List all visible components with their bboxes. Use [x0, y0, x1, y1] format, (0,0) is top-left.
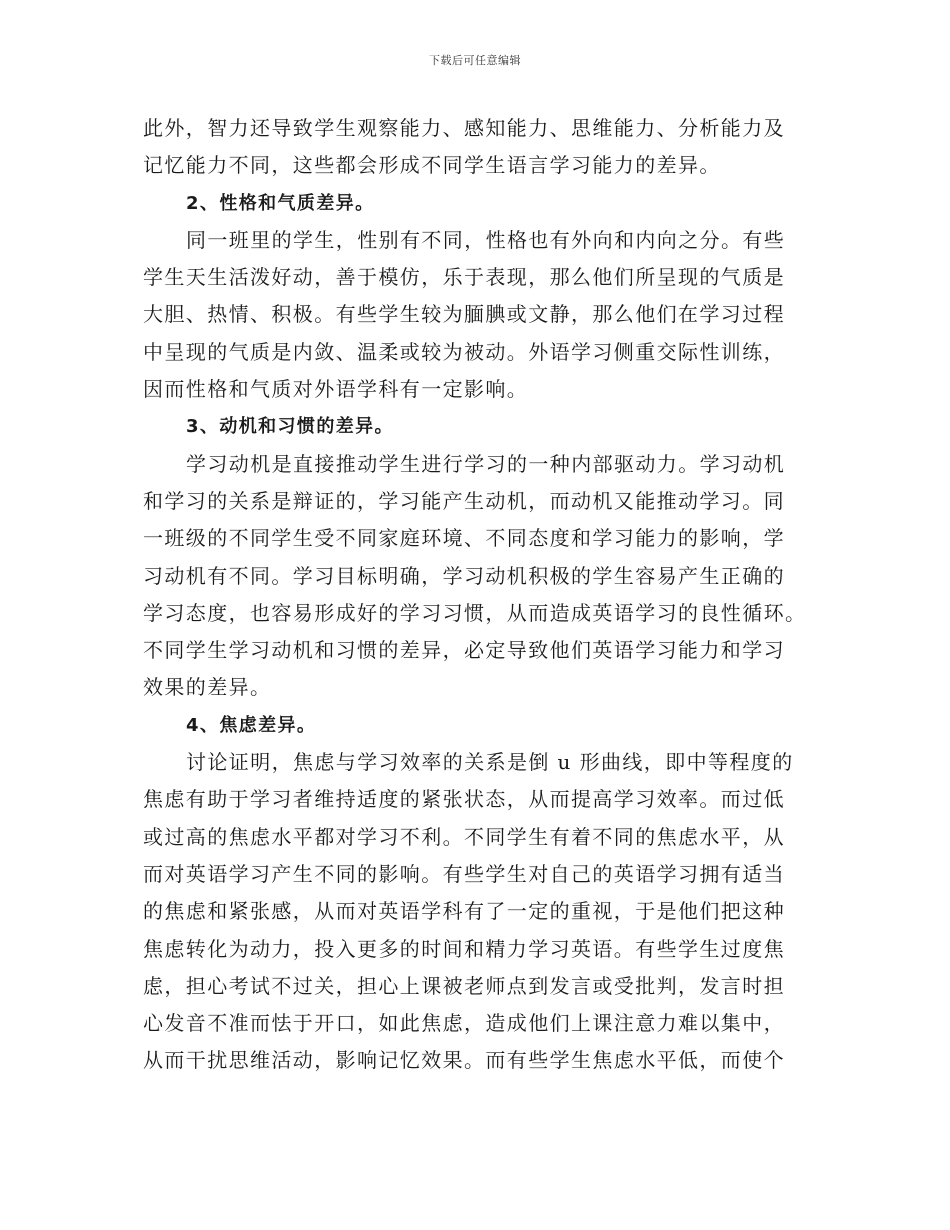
paragraph-line: 焦虑有助于学习者维持适度的紧张状态，从而提高学习效率。而过低 [143, 787, 785, 812]
paragraph-line: 而对英语学习产生不同的影响。有些学生对自己的英语学习拥有适当 [143, 861, 785, 886]
section-heading: 2、性格和气质差异。 [186, 192, 375, 214]
body-text [143, 110, 813, 1080]
paragraph-line: 不同学生学习动机和习惯的差异，必定导致他们英语学习能力和学习 [143, 638, 785, 663]
paragraph-line: 学生天生活泼好动，善于模仿，乐于表现，那么他们所呈现的气质是 [143, 265, 785, 290]
paragraph-line: 同一班里的学生，性别有不同，性格也有外向和内向之分。有些 [186, 227, 786, 252]
paragraph-line: 虑，担心考试不过关，担心上课被老师点到发言或受批判，发言时担 [143, 973, 785, 998]
paragraph-line: 的焦虑和紧张感，从而对英语学科有了一定的重视，于是他们把这种 [143, 899, 785, 924]
paragraph-line: 一班级的不同学生受不同家庭环境、不同态度和学习能力的影响，学 [143, 526, 785, 551]
section-heading: 3、动机和习惯的差异。 [186, 416, 394, 438]
paragraph-line: 中呈现的气质是内敛、温柔或较为被动。外语学习侧重交际性训练， [143, 339, 785, 364]
paragraph-line: 讨论证明，焦虑与学习效率的关系是倒 u 形曲线，即中等程度的 [186, 750, 794, 775]
paragraph-line: 学习态度，也容易形成好的学习习惯，从而造成英语学习的良性循环。 [143, 600, 807, 625]
paragraph-line: 习动机有不同。学习目标明确，学习动机积极的学生容易产生正确的 [143, 563, 785, 588]
paragraph-line: 大胆、热情、积极。有些学生较为腼腆或文静，那么他们在学习过程 [143, 302, 785, 327]
paragraph-line: 和学习的关系是辩证的，学习能产生动机，而动机又能推动学习。同 [143, 488, 785, 513]
paragraph-line: 记忆能力不同，这些都会形成不同学生语言学习能力的差异。 [143, 153, 721, 178]
paragraph-line: 效果的差异。 [143, 675, 272, 700]
paragraph-line: 此外，智力还导致学生观察能力、感知能力、思维能力、分析能力及 [143, 116, 785, 140]
paragraph-line: 学习动机是直接推动学生进行学习的一种内部驱动力。学习动机 [186, 451, 786, 476]
paragraph-line: 从而干扰思维活动，影响记忆效果。而有些学生焦虑水平低，而使个 [143, 1048, 785, 1073]
page-header: 下载后可任意编辑 [429, 54, 521, 67]
section-heading: 4、焦虑差异。 [186, 714, 317, 736]
paragraph-line: 或过高的焦虑水平都对学习不利。不同学生有着不同的焦虑水平，从 [143, 824, 785, 849]
paragraph-line: 因而性格和气质对外语学科有一定影响。 [143, 377, 529, 402]
paragraph-line: 心发音不准而怯于开口，如此焦虑，造成他们上课注意力难以集中， [143, 1011, 785, 1036]
paragraph-line: 焦虑转化为动力，投入更多的时间和精力学习英语。有些学生过度焦 [143, 936, 785, 961]
